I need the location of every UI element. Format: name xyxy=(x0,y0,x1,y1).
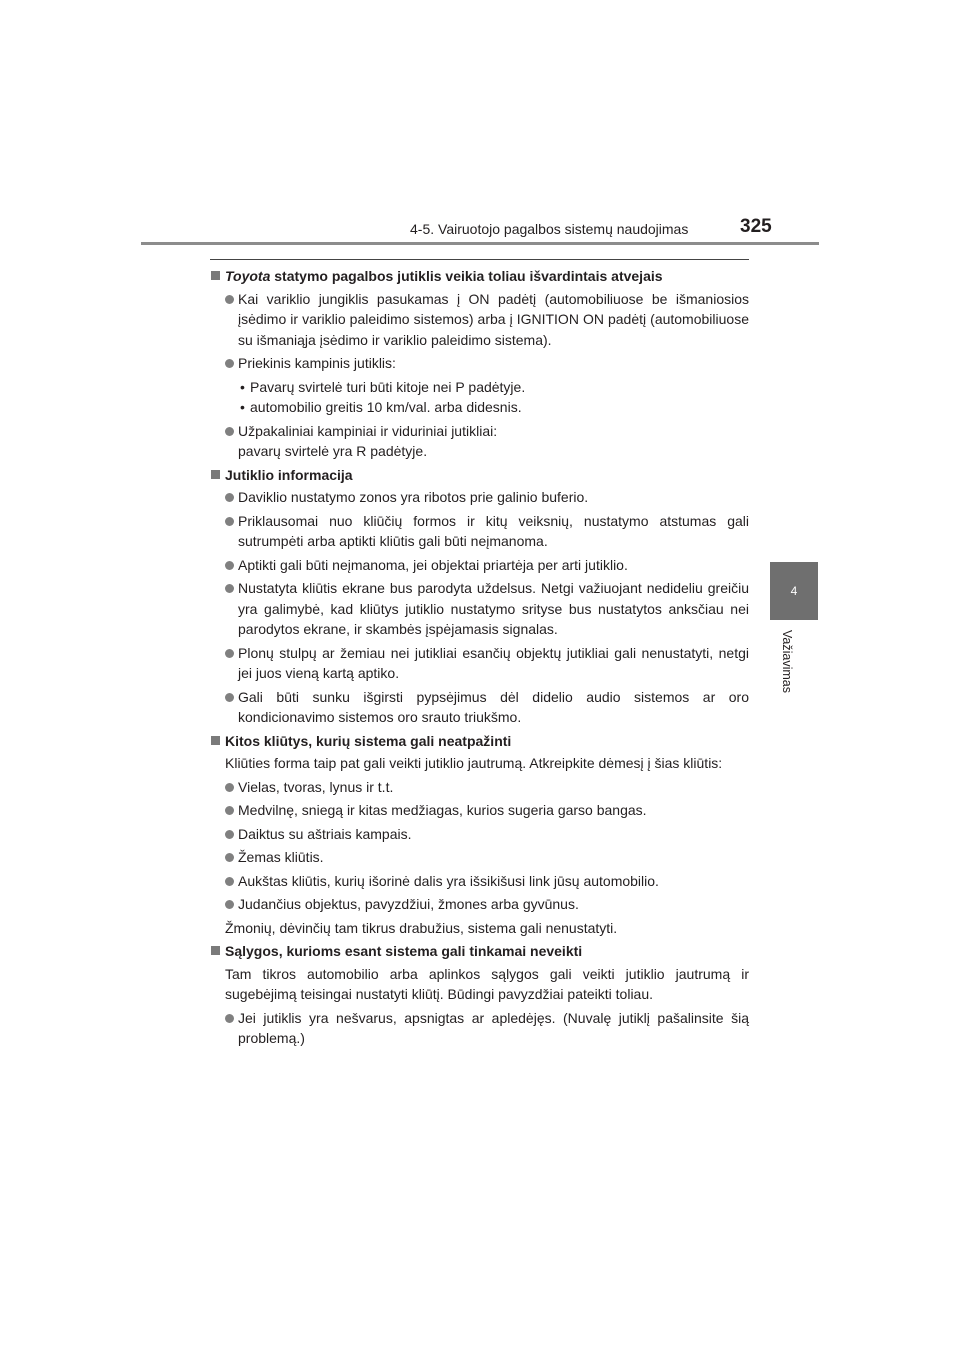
small-dot-icon: • xyxy=(240,378,245,395)
section-heading xyxy=(210,731,749,752)
list-item xyxy=(210,871,749,892)
list-item xyxy=(210,800,749,821)
section-title: 4-5. Vairuotojo pagalbos sistemų naudojimas xyxy=(410,221,689,237)
circle-bullet-icon xyxy=(225,493,234,502)
paragraph: Tam tikros automobilio arba aplinkos sąlygos gali veikti jutiklio jautrumą ir sugebėjimą teisingai nustatyti kliūtį. Būdingi pavyzdžiai pateikti toliau. xyxy=(225,965,749,1002)
heading-brand: Toyota xyxy=(225,268,271,284)
circle-bullet-icon xyxy=(225,900,234,909)
list-item xyxy=(210,289,749,351)
square-bullet-icon xyxy=(211,736,220,745)
square-bullet-icon xyxy=(211,271,220,280)
list-item-continuation: pavarų svirtelė yra R padėtyje. xyxy=(238,443,428,459)
circle-bullet-icon xyxy=(225,830,234,839)
circle-bullet-icon xyxy=(225,693,234,702)
list-item-text: Žemas kliūtis. xyxy=(238,849,324,865)
heading-text: Sąlygos, kurioms esant sistema gali tinkamai neveikti xyxy=(225,943,583,959)
list-item-text: Priklausomai nuo kliūčių formos ir kitų veiksnių, nustatymo atstumas gali sutrumpėti arba aptikti kliūtis gali būti neįmanoma. xyxy=(238,512,749,549)
circle-bullet-icon xyxy=(225,806,234,815)
page-content xyxy=(210,266,749,1052)
header-divider xyxy=(141,242,819,245)
heading-text: statymo pagalbos jutiklis veikia toliau išvardintais atvejais xyxy=(270,268,663,284)
circle-bullet-icon xyxy=(225,359,234,368)
list-item-text: Aptikti gali būti neįmanoma, jei objektai priartėja per arti jutiklio. xyxy=(238,556,628,573)
square-bullet-icon xyxy=(211,470,220,479)
chapter-number: 4 xyxy=(790,584,798,598)
list-item-text: Medvilnę, sniegą ir kitas medžiagas, kurios sugeria garso bangas. xyxy=(238,802,647,818)
heading-text: Jutiklio informacija xyxy=(225,466,353,483)
square-bullet-icon xyxy=(211,946,220,955)
list-item-text: Plonų stulpų ar žemiau nei jutikliai esančių objektų jutikliai gali nenustatyti, netgi jei juos vieną kartą aptiko. xyxy=(238,644,749,681)
list-item-text: Priekinis kampinis jutiklis: xyxy=(238,355,396,371)
paragraph: Žmonių, dėvinčių tam tikrus drabužius, sistema gali nenustatyti. xyxy=(225,919,618,936)
chapter-tab xyxy=(770,562,818,620)
sub-list-item-text: Pavarų svirtelė turi būti kitoje nei P padėtyje. xyxy=(250,378,526,395)
circle-bullet-icon xyxy=(225,517,234,526)
circle-bullet-icon xyxy=(225,427,234,436)
circle-bullet-icon xyxy=(225,853,234,862)
list-item xyxy=(210,894,749,915)
heading-text: Kitos kliūtys, kurių sistema gali neatpažinti xyxy=(225,732,512,749)
list-item xyxy=(210,1008,749,1049)
list-item-text: Aukštas kliūtis, kurių išorinė dalis yra išsikišusi link jūsų automobilio. xyxy=(238,872,659,889)
list-item-text: Vielas, tvoras, lynus ir t.t. xyxy=(238,778,394,795)
list-item-text: Daviklio nustatymo zonos yra ribotos prie galinio buferio. xyxy=(238,489,589,505)
section-heading xyxy=(210,266,749,287)
circle-bullet-icon xyxy=(225,783,234,792)
list-item xyxy=(210,777,749,798)
list-item xyxy=(210,578,749,640)
circle-bullet-icon xyxy=(225,295,234,304)
list-item xyxy=(210,487,749,508)
circle-bullet-icon xyxy=(225,561,234,570)
list-item xyxy=(210,687,749,728)
list-item-text: Jei jutiklis yra nešvarus, apsnigtas ar apledėjęs. (Nuvalę jutiklį pašalinsite šią problemą.) xyxy=(238,1009,749,1046)
circle-bullet-icon xyxy=(225,1014,234,1023)
sub-list-item xyxy=(210,377,749,398)
list-item-text: Daiktus su aštriais kampais. xyxy=(238,825,412,842)
list-item-text: Kai variklio jungiklis pasukamas į ON padėtį (automobiliuose be išmaniosios įsėdimo ir variklio paleidimo sistemos) arba į IGNITION ON padėtį (automobiliuose su išmaniąja įsėdimo ir variklio paleidimo sistema). xyxy=(238,290,749,348)
section-heading xyxy=(210,941,749,962)
list-item xyxy=(210,353,749,374)
sub-list-item-text: automobilio greitis 10 km/val. arba didesnis. xyxy=(250,399,522,415)
page-number: 325 xyxy=(740,216,772,237)
list-item-text: Gali būti sunku išgirsti pypsėjimus dėl didelio audio sistemos ar oro kondicionavimo sistemos oro srauto triukšmo. xyxy=(238,688,749,725)
circle-bullet-icon xyxy=(225,584,234,593)
paragraph: Kliūties forma taip pat gali veikti jutiklio jautrumą. Atkreipkite dėmesį į šias kliūtis: xyxy=(225,755,723,771)
list-item-text: Judančius objektus, pavyzdžiui, žmones arba gyvūnus. xyxy=(238,896,579,912)
section-heading xyxy=(210,465,749,486)
list-item xyxy=(210,643,749,684)
list-item-text: Nustatyta kliūtis ekrane bus parodyta uždelsus. Netgi važiuojant nedideliu greičiu yra galimybė, kad kliūtys jutiklio nustatymo srityse bus nustatytos anksčiau nei parodytos ekrane, ir skambės įspėjamasis signalas. xyxy=(238,580,749,637)
list-item-text: Užpakaliniai kampiniai ir viduriniai jutikliai: xyxy=(238,422,498,439)
list-item xyxy=(210,824,749,845)
list-item xyxy=(210,421,749,442)
circle-bullet-icon xyxy=(225,649,234,658)
list-item xyxy=(210,555,749,576)
circle-bullet-icon xyxy=(225,877,234,886)
list-item xyxy=(210,511,749,552)
small-dot-icon: • xyxy=(240,399,245,415)
list-item xyxy=(210,847,749,868)
content-divider xyxy=(210,259,749,260)
chapter-label: Važiavimas xyxy=(780,630,794,693)
sub-list-item xyxy=(210,397,749,418)
